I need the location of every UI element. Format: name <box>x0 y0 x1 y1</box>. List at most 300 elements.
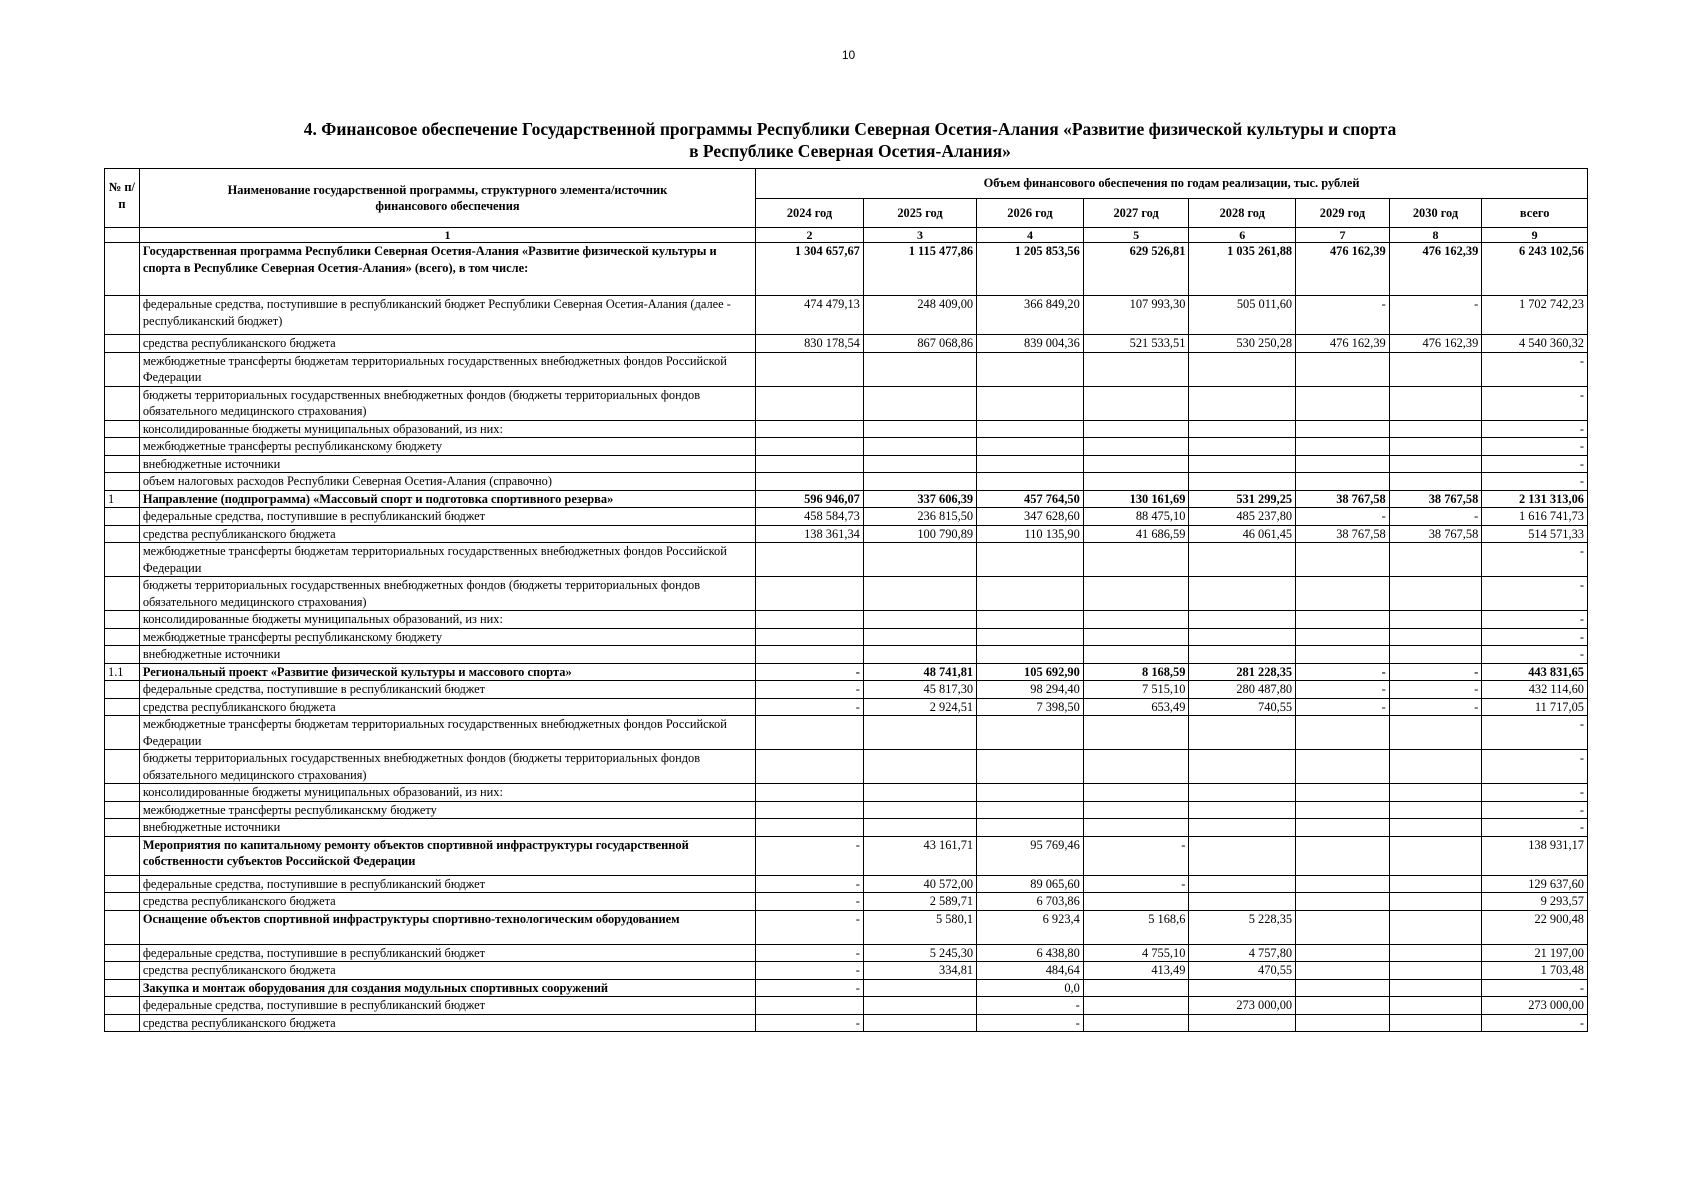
row-name: внебюджетные источники <box>139 819 755 837</box>
table-row <box>105 543 1588 577</box>
row-number <box>105 944 140 962</box>
row-value: 1 205 853,56 <box>977 243 1084 296</box>
row-value: 5 245,30 <box>863 944 976 962</box>
row-value: 8 168,59 <box>1083 663 1189 681</box>
row-name: Направление (подпрограмма) «Массовый спорт и подготовка спортивного резерва» <box>139 490 755 508</box>
row-value: 89 065,60 <box>977 875 1084 893</box>
row-value <box>1389 716 1482 750</box>
row-value <box>1189 784 1296 802</box>
row-total: - <box>1482 386 1588 420</box>
row-name: консолидированные бюджеты муниципальных образований, из них: <box>139 420 755 438</box>
row-value <box>977 646 1084 664</box>
table-row <box>105 243 1588 296</box>
row-value <box>1296 420 1390 438</box>
header-no: № п/п <box>105 169 140 228</box>
row-value <box>756 473 864 491</box>
row-value <box>756 386 864 420</box>
row-value <box>1083 420 1189 438</box>
row-value: - <box>1296 681 1390 699</box>
index-cell: 4 <box>977 228 1084 243</box>
row-value: 366 849,20 <box>977 296 1084 335</box>
row-name: федеральные средства, поступившие в республиканский бюджет Республики Северная Осетия-Алания (далее - республиканский бюджет) <box>139 296 755 335</box>
table-row <box>105 352 1588 386</box>
row-total: 1 702 742,23 <box>1482 296 1588 335</box>
row-value <box>1389 893 1482 911</box>
row-value: 6 703,86 <box>977 893 1084 911</box>
row-value: 5 228,35 <box>1189 910 1296 944</box>
row-number <box>105 875 140 893</box>
row-number <box>105 979 140 997</box>
row-name: Государственная программа Республики Северная Осетия-Алания «Развитие физической культуры и спорта в Республике Северная Осетия-Алания» (всего), в том числе: <box>139 243 755 296</box>
row-value <box>756 801 864 819</box>
row-value <box>756 543 864 577</box>
row-value: 38 767,58 <box>1389 525 1482 543</box>
row-value: 45 817,30 <box>863 681 976 699</box>
row-value: 236 815,50 <box>863 508 976 526</box>
table-row <box>105 455 1588 473</box>
row-value <box>977 611 1084 629</box>
row-value: 484,64 <box>977 962 1084 980</box>
row-total: - <box>1482 716 1588 750</box>
row-value: 5 168,6 <box>1083 910 1189 944</box>
row-value: 4 757,80 <box>1189 944 1296 962</box>
header-year: 2029 год <box>1296 199 1390 228</box>
row-total: 22 900,48 <box>1482 910 1588 944</box>
row-value <box>863 784 976 802</box>
row-value: 470,55 <box>1189 962 1296 980</box>
row-value <box>1389 420 1482 438</box>
row-value <box>1296 819 1390 837</box>
row-number <box>105 681 140 699</box>
row-value <box>1083 352 1189 386</box>
row-name: бюджеты территориальных государственных внебюджетных фондов (бюджеты территориальных фондов обязательного медицинского страхования) <box>139 386 755 420</box>
row-value: 596 946,07 <box>756 490 864 508</box>
table-row <box>105 438 1588 456</box>
row-value: 38 767,58 <box>1296 525 1390 543</box>
row-value: 1 035 261,88 <box>1189 243 1296 296</box>
row-number: 1.1 <box>105 663 140 681</box>
row-value <box>1083 577 1189 611</box>
row-total: - <box>1482 750 1588 784</box>
table-row <box>105 611 1588 629</box>
row-value <box>863 473 976 491</box>
header-year: 2026 год <box>977 199 1084 228</box>
row-value: 5 580,1 <box>863 910 976 944</box>
table-row <box>105 525 1588 543</box>
row-name: бюджеты территориальных государственных внебюджетных фондов (бюджеты территориальных фондов обязательного медицинского страхования) <box>139 577 755 611</box>
row-name: федеральные средства, поступившие в республиканский бюджет <box>139 997 755 1015</box>
header-total: всего <box>1482 199 1588 228</box>
table-row <box>105 296 1588 335</box>
table-row <box>105 979 1588 997</box>
row-value: 98 294,40 <box>977 681 1084 699</box>
row-value: - <box>756 893 864 911</box>
row-value: 41 686,59 <box>1083 525 1189 543</box>
row-value <box>863 577 976 611</box>
document-title <box>150 118 1550 162</box>
row-value <box>1296 716 1390 750</box>
row-value: 6 923,4 <box>977 910 1084 944</box>
row-number <box>105 352 140 386</box>
row-name: средства республиканского бюджета <box>139 893 755 911</box>
row-value <box>1389 962 1482 980</box>
row-value <box>1296 875 1390 893</box>
row-value <box>1389 875 1482 893</box>
row-value <box>1083 611 1189 629</box>
row-value <box>977 628 1084 646</box>
header-year: 2027 год <box>1083 199 1189 228</box>
row-value <box>1389 473 1482 491</box>
row-value <box>756 455 864 473</box>
table-row <box>105 698 1588 716</box>
row-total: 138 931,17 <box>1482 836 1588 875</box>
row-value <box>1389 836 1482 875</box>
row-value: 40 572,00 <box>863 875 976 893</box>
row-value: - <box>1083 875 1189 893</box>
row-number <box>105 784 140 802</box>
row-value <box>1083 750 1189 784</box>
table-row <box>105 893 1588 911</box>
row-number <box>105 296 140 335</box>
row-value <box>1189 893 1296 911</box>
row-number <box>105 420 140 438</box>
row-name: внебюджетные источники <box>139 646 755 664</box>
row-value <box>1083 997 1189 1015</box>
row-total: 273 000,00 <box>1482 997 1588 1015</box>
row-total: 514 571,33 <box>1482 525 1588 543</box>
row-value <box>977 819 1084 837</box>
row-value: 107 993,30 <box>1083 296 1189 335</box>
index-cell: 9 <box>1482 228 1588 243</box>
row-value: 38 767,58 <box>1389 490 1482 508</box>
row-value: 4 755,10 <box>1083 944 1189 962</box>
row-value <box>1083 1014 1189 1032</box>
row-name: Закупка и монтаж оборудования для создания модульных спортивных сооружений <box>139 979 755 997</box>
table-row <box>105 784 1588 802</box>
table-row <box>105 577 1588 611</box>
row-name: Мероприятия по капитальному ремонту объектов спортивной инфраструктуры государственной собственности субъектов Российской Федерации <box>139 836 755 875</box>
row-name: объем налоговых расходов Республики Северная Осетия-Алания (справочно) <box>139 473 755 491</box>
row-value: 43 161,71 <box>863 836 976 875</box>
row-value <box>1296 962 1390 980</box>
row-value <box>1389 352 1482 386</box>
row-name: внебюджетные источники <box>139 455 755 473</box>
row-name: федеральные средства, поступившие в республиканский бюджет <box>139 508 755 526</box>
table-row <box>105 335 1588 353</box>
row-value: 1 304 657,67 <box>756 243 864 296</box>
row-name: межбюджетные трансферты республиканскому бюджету <box>139 438 755 456</box>
row-total: 2 131 313,06 <box>1482 490 1588 508</box>
table-row <box>105 1014 1588 1032</box>
row-value <box>1389 750 1482 784</box>
row-number <box>105 836 140 875</box>
row-value <box>756 750 864 784</box>
table-row <box>105 819 1588 837</box>
row-value: - <box>756 910 864 944</box>
index-cell: 8 <box>1389 228 1482 243</box>
row-value: 100 790,89 <box>863 525 976 543</box>
row-name: межбюджетные трансферты республиканскому бюджету <box>139 628 755 646</box>
row-value <box>756 997 864 1015</box>
row-name: консолидированные бюджеты муниципальных образований, из них: <box>139 784 755 802</box>
row-value: 530 250,28 <box>1189 335 1296 353</box>
row-value <box>1296 611 1390 629</box>
header-year: 2024 год <box>756 199 864 228</box>
row-total: - <box>1482 352 1588 386</box>
row-value: 6 438,80 <box>977 944 1084 962</box>
row-value <box>1189 386 1296 420</box>
row-value <box>863 611 976 629</box>
row-value <box>756 352 864 386</box>
row-value: - <box>756 1014 864 1032</box>
table-row <box>105 490 1588 508</box>
row-value: 46 061,45 <box>1189 525 1296 543</box>
row-value: 458 584,73 <box>756 508 864 526</box>
row-total: - <box>1482 819 1588 837</box>
index-cell: 3 <box>863 228 976 243</box>
row-value: 476 162,39 <box>1296 243 1390 296</box>
row-value <box>756 716 864 750</box>
row-total: - <box>1482 646 1588 664</box>
row-number <box>105 698 140 716</box>
row-total: 21 197,00 <box>1482 944 1588 962</box>
row-value: 7 398,50 <box>977 698 1084 716</box>
row-value <box>863 750 976 784</box>
row-value <box>1296 784 1390 802</box>
row-name: Оснащение объектов спортивной инфраструктуры спортивно-технологическим оборудованием <box>139 910 755 944</box>
row-value <box>1083 455 1189 473</box>
table-row <box>105 910 1588 944</box>
row-value <box>1296 893 1390 911</box>
row-value <box>1189 646 1296 664</box>
table-row <box>105 836 1588 875</box>
row-value <box>1083 628 1189 646</box>
row-value <box>1189 455 1296 473</box>
index-cell: 5 <box>1083 228 1189 243</box>
row-value <box>1296 997 1390 1015</box>
row-number <box>105 525 140 543</box>
row-value: 867 068,86 <box>863 335 976 353</box>
row-value <box>1189 420 1296 438</box>
row-value: 273 000,00 <box>1189 997 1296 1015</box>
row-value: - <box>977 997 1084 1015</box>
row-value <box>977 543 1084 577</box>
row-number <box>105 801 140 819</box>
row-number <box>105 243 140 296</box>
row-value <box>977 577 1084 611</box>
row-total: 4 540 360,32 <box>1482 335 1588 353</box>
row-value <box>863 801 976 819</box>
row-value: 2 589,71 <box>863 893 976 911</box>
row-value <box>1083 979 1189 997</box>
row-total: - <box>1482 455 1588 473</box>
row-number <box>105 997 140 1015</box>
row-value <box>1083 819 1189 837</box>
row-value: 474 479,13 <box>756 296 864 335</box>
row-value: 110 135,90 <box>977 525 1084 543</box>
row-value: - <box>1389 508 1482 526</box>
row-total: - <box>1482 784 1588 802</box>
row-value: 485 237,80 <box>1189 508 1296 526</box>
row-value: - <box>1296 698 1390 716</box>
row-total: 129 637,60 <box>1482 875 1588 893</box>
row-value: - <box>756 962 864 980</box>
row-value <box>1083 716 1189 750</box>
row-value <box>863 646 976 664</box>
row-value <box>1189 836 1296 875</box>
row-value <box>863 716 976 750</box>
row-value: 138 361,34 <box>756 525 864 543</box>
row-total: 9 293,57 <box>1482 893 1588 911</box>
row-number <box>105 455 140 473</box>
row-value: 0,0 <box>977 979 1084 997</box>
table-row <box>105 681 1588 699</box>
row-value: 48 741,81 <box>863 663 976 681</box>
row-value <box>756 784 864 802</box>
row-value <box>1296 801 1390 819</box>
row-value: - <box>756 875 864 893</box>
title-line-2: в Республике Северная Осетия-Алания» <box>689 141 1011 161</box>
row-value: 413,49 <box>1083 962 1189 980</box>
row-value <box>1296 646 1390 664</box>
row-value <box>977 750 1084 784</box>
row-value <box>863 997 976 1015</box>
row-value <box>1389 577 1482 611</box>
row-total: - <box>1482 438 1588 456</box>
row-value <box>977 784 1084 802</box>
row-value: 476 162,39 <box>1296 335 1390 353</box>
row-value <box>1083 784 1189 802</box>
row-value: - <box>1389 698 1482 716</box>
row-total: 443 831,65 <box>1482 663 1588 681</box>
row-value <box>1389 819 1482 837</box>
row-number <box>105 628 140 646</box>
row-value: - <box>1389 296 1482 335</box>
row-value <box>863 628 976 646</box>
row-value <box>1296 836 1390 875</box>
row-value <box>1389 784 1482 802</box>
row-value <box>1189 577 1296 611</box>
row-value <box>1389 455 1482 473</box>
row-total: - <box>1482 543 1588 577</box>
row-value <box>1083 543 1189 577</box>
row-value <box>1296 543 1390 577</box>
row-value: 281 228,35 <box>1189 663 1296 681</box>
row-name: межбюджетные трансферты бюджетам территориальных государственных внебюджетных фондов Российской Федерации <box>139 352 755 386</box>
row-value <box>756 577 864 611</box>
row-number <box>105 438 140 456</box>
row-value <box>1189 750 1296 784</box>
table-row <box>105 716 1588 750</box>
row-value <box>1389 910 1482 944</box>
row-value <box>1189 716 1296 750</box>
row-value: 7 515,10 <box>1083 681 1189 699</box>
row-value <box>1083 646 1189 664</box>
row-total: - <box>1482 979 1588 997</box>
row-value <box>1389 438 1482 456</box>
row-value <box>1389 543 1482 577</box>
row-number <box>105 716 140 750</box>
row-total: 432 114,60 <box>1482 681 1588 699</box>
index-cell: 6 <box>1189 228 1296 243</box>
table-row <box>105 628 1588 646</box>
row-value <box>1389 628 1482 646</box>
row-value <box>1296 979 1390 997</box>
row-value: 521 533,51 <box>1083 335 1189 353</box>
row-name: межбюджетные трансферты бюджетам территориальных государственных внебюджетных фондов Российской Федерации <box>139 543 755 577</box>
row-name: консолидированные бюджеты муниципальных образований, из них: <box>139 611 755 629</box>
table-row <box>105 997 1588 1015</box>
row-total: 1 616 741,73 <box>1482 508 1588 526</box>
row-total: 6 243 102,56 <box>1482 243 1588 296</box>
row-name: бюджеты территориальных государственных внебюджетных фондов (бюджеты территориальных фондов обязательного медицинского страхования) <box>139 750 755 784</box>
row-value <box>1189 979 1296 997</box>
row-value <box>977 438 1084 456</box>
row-value: - <box>756 698 864 716</box>
row-value: 334,81 <box>863 962 976 980</box>
row-name: средства республиканского бюджета <box>139 1014 755 1032</box>
row-value <box>1189 438 1296 456</box>
row-value: 839 004,36 <box>977 335 1084 353</box>
row-number <box>105 750 140 784</box>
row-value <box>863 979 976 997</box>
row-value <box>1296 386 1390 420</box>
row-value <box>1296 438 1390 456</box>
row-value <box>756 438 864 456</box>
table-row <box>105 646 1588 664</box>
row-value: - <box>1296 508 1390 526</box>
row-value <box>1083 801 1189 819</box>
row-value <box>863 386 976 420</box>
row-value: 476 162,39 <box>1389 243 1482 296</box>
row-name: средства республиканского бюджета <box>139 962 755 980</box>
row-total: - <box>1482 611 1588 629</box>
index-cell: 7 <box>1296 228 1390 243</box>
table-row <box>105 801 1588 819</box>
row-value: - <box>756 663 864 681</box>
row-name: средства республиканского бюджета <box>139 525 755 543</box>
row-number <box>105 543 140 577</box>
index-cell: 2 <box>756 228 864 243</box>
row-value: 1 115 477,86 <box>863 243 976 296</box>
row-value <box>863 1014 976 1032</box>
table-row <box>105 663 1588 681</box>
row-value <box>1296 1014 1390 1032</box>
table-row <box>105 420 1588 438</box>
row-value: 830 178,54 <box>756 335 864 353</box>
index-cell <box>105 228 140 243</box>
row-name: межбюджетные трансферты республиканскму бюджету <box>139 801 755 819</box>
row-total: 11 717,05 <box>1482 698 1588 716</box>
row-value <box>977 801 1084 819</box>
page-number: 10 <box>841 48 856 62</box>
row-value <box>1389 979 1482 997</box>
row-number <box>105 611 140 629</box>
row-value: - <box>756 681 864 699</box>
header-name: Наименование государственной программы, структурного элемента/источник финансового обеспечения <box>139 169 755 228</box>
row-value: 629 526,81 <box>1083 243 1189 296</box>
row-value <box>1389 944 1482 962</box>
row-value: - <box>1389 663 1482 681</box>
row-name: средства республиканского бюджета <box>139 335 755 353</box>
row-value: 280 487,80 <box>1189 681 1296 699</box>
row-value <box>1389 646 1482 664</box>
row-value: 337 606,39 <box>863 490 976 508</box>
row-number <box>105 473 140 491</box>
row-number <box>105 893 140 911</box>
row-value <box>756 611 864 629</box>
row-name: Региональный проект «Развитие физической культуры и массового спорта» <box>139 663 755 681</box>
